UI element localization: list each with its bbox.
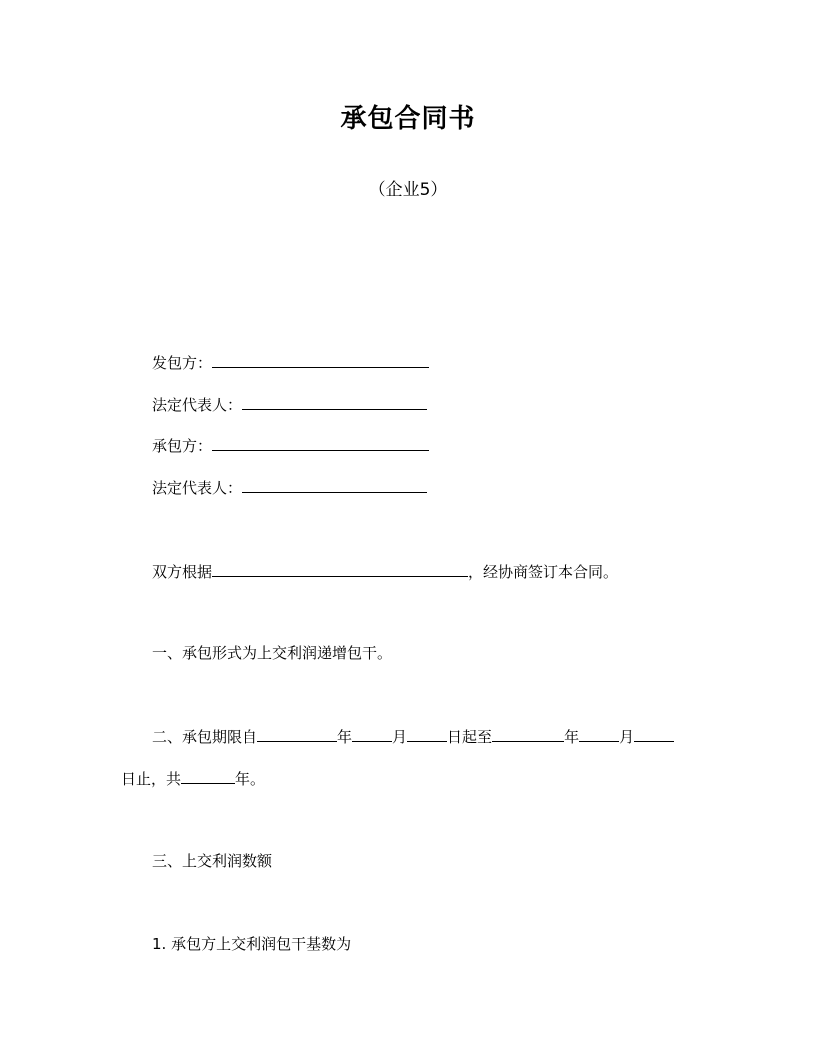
party-label: 法定代表人： xyxy=(152,396,243,414)
party-row-employer-rep xyxy=(152,394,427,415)
start-year-blank[interactable] xyxy=(257,726,337,742)
party-row-contractor xyxy=(152,435,429,456)
clause-2-line-1: 二、承包期限自 年 月 日起至 年 月 xyxy=(152,726,674,747)
employer-blank[interactable] xyxy=(212,352,429,368)
document-title: 承包合同书 xyxy=(340,104,476,134)
end-day-blank[interactable] xyxy=(634,726,674,742)
clause-2-line-2: 日止，共 年。 xyxy=(121,770,266,788)
party-label: 承包方： xyxy=(152,437,213,455)
party-label: 法定代表人： xyxy=(152,479,243,497)
contractor-rep-blank[interactable] xyxy=(242,477,427,493)
years-count-blank[interactable] xyxy=(181,768,235,784)
start-day-blank[interactable] xyxy=(407,726,447,742)
document-subtitle: （企业5） xyxy=(368,180,448,200)
end-month-blank[interactable] xyxy=(579,726,619,742)
contractor-blank[interactable] xyxy=(212,435,429,451)
basis-blank[interactable] xyxy=(212,561,468,577)
party-row-contractor-rep xyxy=(152,477,427,498)
clause-3-item-1: 1. 承包方上交利润包干基数为 xyxy=(152,935,352,953)
clause-3-heading: 三、上交利润数额 xyxy=(152,852,273,870)
employer-rep-blank[interactable] xyxy=(242,394,427,410)
basis-paragraph: 双方根据 ，经协商签订本合同。 xyxy=(152,563,619,581)
end-year-blank[interactable] xyxy=(492,726,564,742)
party-label: 发包方： xyxy=(152,354,213,372)
start-month-blank[interactable] xyxy=(352,726,392,742)
clause-1: 一、承包形式为上交利润递增包干。 xyxy=(152,644,393,662)
party-row-employer xyxy=(152,352,429,373)
